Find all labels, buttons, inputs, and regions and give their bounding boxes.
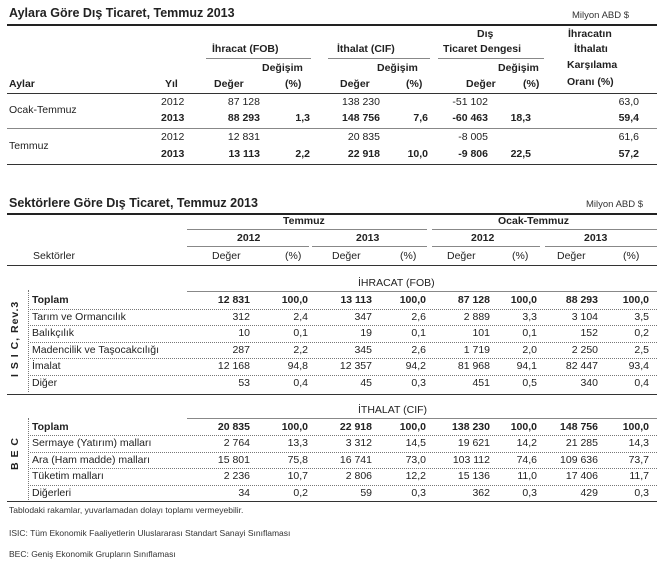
sector-cell: 12 168 bbox=[217, 360, 250, 373]
sector-cell: 12 357 bbox=[339, 360, 372, 373]
t1-cell: 12 831 bbox=[227, 131, 260, 143]
sector-cell: 20 835 bbox=[217, 421, 250, 433]
t1-cell-year: 2012 bbox=[161, 131, 185, 143]
t2-header-ocak-temmuz: Ocak-Temmuz bbox=[498, 215, 569, 227]
t2-rule-ocak bbox=[432, 229, 657, 230]
sector-row-label: İmalat bbox=[32, 360, 61, 373]
sector-cell: 0,1 bbox=[293, 327, 308, 340]
t1-cell: 57,2 bbox=[618, 148, 639, 160]
sector-row-label: Sermaye (Yatırım) malları bbox=[32, 437, 152, 450]
sector-cell: 17 406 bbox=[565, 470, 598, 483]
sector-cell: 11,0 bbox=[517, 470, 537, 483]
sector-cell: 94,8 bbox=[287, 360, 308, 373]
t2-section-rule bbox=[187, 291, 657, 292]
sector-row-label: Tarım ve Ormancılık bbox=[32, 310, 126, 323]
sector-cell: 87 128 bbox=[457, 294, 490, 306]
t1-cell: 148 756 bbox=[342, 112, 380, 124]
t2-rule-year bbox=[545, 246, 657, 247]
t2-rule-temmuz bbox=[187, 229, 427, 230]
sector-cell: 0,5 bbox=[522, 377, 537, 389]
footnote-rounding: Tablodaki rakamlar, yuvarlamadan dolayı toplamı vermeyebilir. bbox=[9, 505, 244, 515]
t2-section-rule bbox=[187, 418, 657, 419]
sector-row-label: Madencilik ve Taşocakcılığı bbox=[32, 343, 160, 356]
t1-cell: 87 128 bbox=[227, 96, 260, 108]
sector-cell: 0,4 bbox=[634, 377, 649, 389]
t2-header-deger: Değer bbox=[212, 250, 241, 262]
sector-cell: 10,7 bbox=[287, 470, 308, 483]
t1-cell: -60 463 bbox=[452, 112, 488, 124]
t2-header-year: 2012 bbox=[471, 232, 495, 244]
sector-cell: 1 719 bbox=[463, 343, 490, 356]
sector-cell: 2 250 bbox=[571, 343, 598, 356]
t1-header-dis: Dış bbox=[477, 28, 494, 40]
sector-cell: 100,0 bbox=[622, 294, 649, 306]
sector-row-divider bbox=[30, 342, 657, 343]
sector-cell: 2,5 bbox=[634, 343, 649, 356]
table2-unit: Milyon ABD $ bbox=[586, 199, 644, 210]
sector-cell: 347 bbox=[354, 310, 372, 323]
t1-cell: -8 005 bbox=[458, 131, 488, 143]
t2-section-isic-label: I S I C, Rev.3 bbox=[9, 300, 21, 377]
sector-row-label: Balıkçılık bbox=[32, 327, 75, 340]
sector-cell: 2,2 bbox=[293, 343, 308, 356]
t1-cell: 7,6 bbox=[413, 112, 428, 124]
sector-cell: 148 756 bbox=[560, 421, 598, 433]
sector-cell: 11,7 bbox=[629, 470, 649, 483]
t2-header-year: 2013 bbox=[356, 232, 380, 244]
sector-cell: 2 806 bbox=[345, 470, 372, 483]
sector-cell: 340 bbox=[580, 377, 598, 389]
sector-cell: 2,0 bbox=[522, 343, 537, 356]
t1-row-label: Temmuz bbox=[9, 140, 49, 152]
t2-section-divider bbox=[28, 418, 29, 500]
t1-header-deger-2: Değer bbox=[340, 78, 370, 90]
sector-row-label: Toplam bbox=[32, 294, 69, 306]
t2-header-pct: (%) bbox=[623, 250, 640, 262]
sector-cell: 12 831 bbox=[217, 294, 250, 306]
sector-row-divider bbox=[30, 309, 657, 310]
footnote-bec: BEC: Geniş Ekonomik Grupların Sınıflaması bbox=[9, 549, 176, 559]
sector-cell: 100,0 bbox=[399, 294, 426, 306]
t2-section-bec-label: B E C bbox=[9, 436, 21, 470]
t1-header-ticaret-dengesi: Ticaret Dengesi bbox=[443, 43, 522, 55]
t1-cell: 20 835 bbox=[347, 131, 380, 143]
t1-cell: 22 918 bbox=[347, 148, 380, 160]
t1-header-pct-2: (%) bbox=[406, 78, 423, 90]
sector-cell: 2,6 bbox=[411, 343, 426, 356]
t1-cell-year: 2012 bbox=[161, 96, 185, 108]
t1-rule-ihracat bbox=[206, 58, 311, 59]
t1-header-rule bbox=[7, 93, 657, 94]
sector-cell: 14,2 bbox=[516, 437, 537, 450]
t2-header-deger: Değer bbox=[447, 250, 476, 262]
t2-header-year: 2013 bbox=[584, 232, 608, 244]
sector-row-label: Tüketim malları bbox=[32, 470, 104, 483]
sector-cell: 100,0 bbox=[510, 294, 537, 306]
t1-cell-year: 2013 bbox=[161, 112, 185, 124]
sector-cell: 101 bbox=[472, 327, 490, 340]
sector-cell: 3 104 bbox=[571, 310, 598, 323]
sector-cell: 0,2 bbox=[634, 327, 649, 340]
sector-cell: 73,0 bbox=[405, 453, 426, 466]
sector-cell: 19 621 bbox=[457, 437, 490, 450]
sector-cell: 94,2 bbox=[405, 360, 426, 373]
t1-header-ihracat: İhracat (FOB) bbox=[212, 43, 279, 55]
sector-row-divider bbox=[30, 358, 657, 359]
sector-cell: 429 bbox=[580, 486, 598, 499]
t1-cell: 2,2 bbox=[295, 148, 310, 160]
sector-cell: 3,3 bbox=[522, 310, 537, 323]
sector-cell: 34 bbox=[238, 486, 250, 499]
t1-header-degisim-1: Değişim bbox=[262, 62, 303, 74]
t1-header-karsilama: Karşılama bbox=[567, 59, 618, 71]
sector-row-label: Diğer bbox=[32, 377, 58, 389]
t1-row-rule bbox=[7, 128, 657, 129]
sector-cell: 82 447 bbox=[565, 360, 598, 373]
sector-cell: 13,3 bbox=[287, 437, 308, 450]
sector-cell: 100,0 bbox=[281, 421, 308, 433]
table2-bottom-rule bbox=[7, 501, 657, 502]
t2-section-ithalat-title: İTHALAT (CIF) bbox=[358, 404, 428, 416]
t1-cell: 18,3 bbox=[510, 112, 531, 124]
sector-row-label: Ara (Ham madde) malları bbox=[32, 453, 150, 466]
sector-cell: 75,8 bbox=[287, 453, 308, 466]
table2-title: Sektörlere Göre Dış Ticaret, Temmuz 2013 bbox=[9, 196, 258, 210]
sector-cell: 100,0 bbox=[399, 421, 426, 433]
sector-cell: 21 285 bbox=[565, 437, 598, 450]
sector-row-divider bbox=[30, 452, 657, 453]
sector-cell: 2 889 bbox=[463, 310, 490, 323]
t1-header-deger-1: Değer bbox=[214, 78, 244, 90]
t2-section-divider bbox=[28, 290, 29, 392]
sector-cell: 45 bbox=[360, 377, 372, 389]
t2-header-deger: Değer bbox=[557, 250, 586, 262]
sector-cell: 94,1 bbox=[516, 360, 537, 373]
sector-cell: 15 801 bbox=[217, 453, 250, 466]
sector-cell: 13 113 bbox=[340, 294, 372, 306]
sector-cell: 81 968 bbox=[457, 360, 490, 373]
sector-cell: 345 bbox=[354, 343, 372, 356]
sector-cell: 138 230 bbox=[452, 421, 490, 433]
sector-cell: 14,3 bbox=[628, 437, 649, 450]
sector-cell: 100,0 bbox=[622, 421, 649, 433]
t2-rule-year bbox=[187, 246, 309, 247]
t2-rule-year bbox=[432, 246, 540, 247]
sector-cell: 12,2 bbox=[405, 470, 426, 483]
sector-cell: 362 bbox=[472, 486, 490, 499]
sector-cell: 312 bbox=[232, 310, 250, 323]
table1-bottom-rule bbox=[7, 164, 657, 165]
t2-header-year: 2012 bbox=[237, 232, 261, 244]
table1-top-rule bbox=[7, 24, 657, 26]
sector-row-divider bbox=[30, 325, 657, 326]
footnote-isic: ISIC: Tüm Ekonomik Faaliyetlerin Uluslararası Standart Sanayi Sınıflaması bbox=[9, 528, 291, 538]
sector-cell: 22 918 bbox=[339, 421, 372, 433]
sector-row-divider bbox=[30, 375, 657, 376]
t2-header-temmuz: Temmuz bbox=[283, 215, 325, 227]
t1-cell-year: 2013 bbox=[161, 148, 185, 160]
t1-header-deger-3: Değer bbox=[466, 78, 496, 90]
sector-cell: 2,6 bbox=[411, 310, 426, 323]
sector-cell: 88 293 bbox=[565, 294, 598, 306]
sector-cell: 0,1 bbox=[411, 327, 426, 340]
sector-cell: 0,1 bbox=[522, 327, 537, 340]
t1-cell: 10,0 bbox=[407, 148, 428, 160]
table1-unit: Milyon ABD $ bbox=[572, 10, 630, 21]
t1-header-pct-1: (%) bbox=[285, 78, 302, 90]
t1-header-yil: Yıl bbox=[165, 78, 178, 90]
sector-cell: 2,4 bbox=[293, 310, 308, 323]
sector-cell: 10 bbox=[238, 327, 250, 340]
sector-cell: 0,2 bbox=[293, 486, 308, 499]
table1-title: Aylara Göre Dış Ticaret, Temmuz 2013 bbox=[9, 6, 235, 20]
sector-cell: 0,3 bbox=[634, 486, 649, 499]
t1-header-aylar: Aylar bbox=[9, 78, 35, 90]
sector-cell: 0,3 bbox=[411, 486, 426, 499]
t1-cell: -51 102 bbox=[452, 96, 488, 108]
sector-cell: 287 bbox=[232, 343, 250, 356]
sector-cell: 3 312 bbox=[345, 437, 372, 450]
sector-cell: 74,6 bbox=[516, 453, 537, 466]
t1-cell: 88 293 bbox=[227, 112, 260, 124]
sector-cell: 0,4 bbox=[293, 377, 308, 389]
sector-row-divider bbox=[30, 485, 657, 486]
sector-cell: 109 636 bbox=[560, 453, 598, 466]
t1-header-pct-3: (%) bbox=[523, 78, 540, 90]
sector-cell: 0,3 bbox=[411, 377, 426, 389]
sector-cell: 2 764 bbox=[223, 437, 250, 450]
sector-cell: 59 bbox=[360, 486, 372, 499]
t1-header-orani: Oranı (%) bbox=[567, 76, 614, 88]
t1-cell: 63,0 bbox=[618, 96, 639, 108]
t2-rule-year bbox=[312, 246, 427, 247]
t1-header-degisim-2: Değişim bbox=[377, 62, 418, 74]
sector-cell: 14,5 bbox=[405, 437, 426, 450]
t2-header-rule bbox=[7, 265, 657, 266]
sector-cell: 16 741 bbox=[339, 453, 372, 466]
sector-cell: 0,3 bbox=[522, 486, 537, 499]
t1-cell: 1,3 bbox=[295, 112, 310, 124]
sector-row-divider bbox=[30, 435, 657, 436]
sector-cell: 19 bbox=[360, 327, 372, 340]
sector-cell: 3,5 bbox=[634, 310, 649, 323]
t1-header-ihracatin: İhracatın bbox=[568, 28, 612, 40]
sector-cell: 15 136 bbox=[457, 470, 490, 483]
t1-header-ithalat: İthalat (CIF) bbox=[337, 43, 395, 55]
t2-header-deger: Değer bbox=[332, 250, 361, 262]
t1-header-ithalati: İthalatı bbox=[574, 43, 608, 55]
sector-cell: 451 bbox=[472, 377, 490, 389]
t1-rule-dengesi bbox=[438, 58, 544, 59]
t1-cell: 59,4 bbox=[618, 112, 639, 124]
t2-section-ihracat-title: İHRACAT (FOB) bbox=[358, 277, 435, 289]
sector-row-divider bbox=[30, 468, 657, 469]
sector-cell: 152 bbox=[580, 327, 598, 340]
t2-header-pct: (%) bbox=[285, 250, 302, 262]
t2-header-sektorler: Sektörler bbox=[33, 250, 76, 262]
t1-cell: 61,6 bbox=[618, 131, 639, 143]
t2-section-separator bbox=[7, 394, 657, 395]
sector-row-label: Diğerleri bbox=[32, 486, 72, 499]
sector-cell: 93,4 bbox=[628, 360, 649, 373]
t1-header-degisim-3: Değişim bbox=[498, 62, 539, 74]
sector-cell: 100,0 bbox=[281, 294, 308, 306]
t1-cell: 13 113 bbox=[228, 148, 260, 160]
sector-cell: 103 112 bbox=[452, 453, 490, 466]
sector-cell: 100,0 bbox=[510, 421, 537, 433]
t2-header-pct: (%) bbox=[400, 250, 417, 262]
t1-rule-ithalat bbox=[328, 58, 430, 59]
sector-cell: 2 236 bbox=[223, 470, 250, 483]
t1-cell: 22,5 bbox=[510, 148, 531, 160]
t1-cell: -9 806 bbox=[458, 148, 488, 160]
t2-header-pct: (%) bbox=[512, 250, 529, 262]
t1-row-label: Ocak-Temmuz bbox=[9, 104, 77, 116]
sector-cell: 53 bbox=[238, 377, 250, 389]
t1-cell: 138 230 bbox=[342, 96, 380, 108]
sector-row-label: Toplam bbox=[32, 421, 69, 433]
sector-cell: 73,7 bbox=[628, 453, 649, 466]
